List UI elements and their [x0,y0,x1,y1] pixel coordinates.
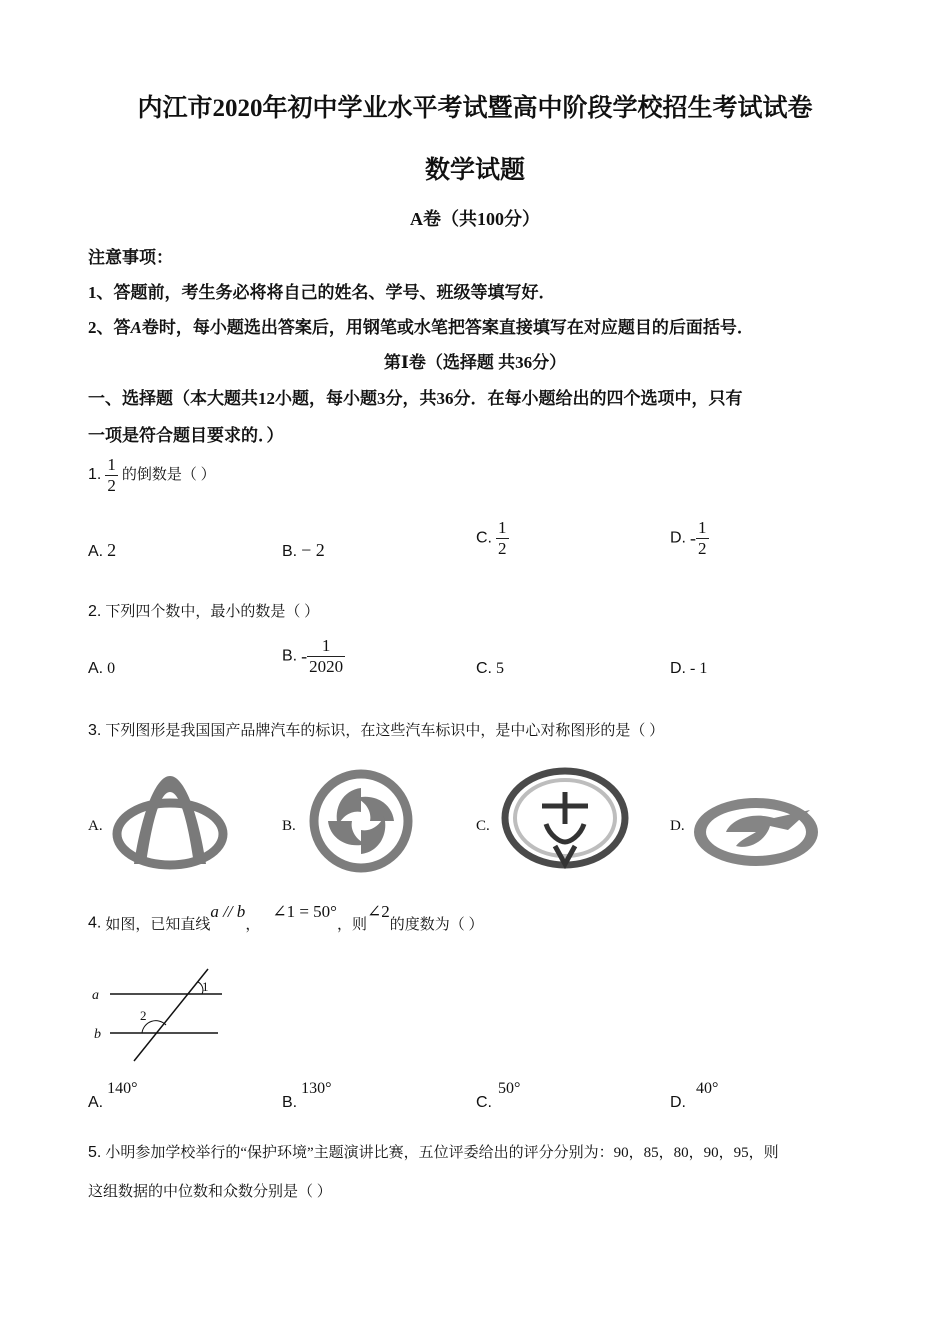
q3-option-b-label: B. [282,818,296,834]
notes-heading: 注意事项： [88,248,173,267]
fraction: $\frac{1}{2}$ [498,518,507,558]
car-logo-d [692,796,820,868]
exam-title: 内江市2020年初中学业水平考试暨高中阶段学校招生考试试卷 [137,95,813,122]
subject-title: 数学试题 [424,157,525,184]
q3-option-d-label: D. [670,818,685,834]
q1-option-d: D. - $\frac{1}{2}$ [670,518,707,558]
q4-option-b: B.130° [282,1080,332,1111]
q3-option-a-label: A. [88,818,103,834]
q2-option-d: D. - 1 [670,660,708,677]
line-label-a: a [92,988,99,1003]
question-number: 1. [88,466,102,484]
question-number: 2. [88,603,102,620]
q2-option-b: B. - $\frac{1}{2020}$ [282,636,344,676]
question-text: 如图，已知直线 [105,916,211,933]
car-logo-c [500,766,630,870]
question-text: 的倒数是（ ） [121,467,216,484]
question-text-line2: 这组数据的中位数和众数分别是（ ） [88,1184,332,1200]
question-3 [88,719,664,740]
q1-option-c: C. $\frac{1}{2}$ [476,518,507,558]
q4-option-c: C.50° [476,1080,521,1111]
fraction: $\frac{1}{2}$ [107,455,116,495]
section-heading-line1: 一、选择题（本大题共12小题，每小题3分，共36分．在每小题给出的四个选项中，只有 [88,389,743,408]
notes-item-1: 1、答题前，考生务必将将自己的姓名、学号、班级等填写好． [88,283,556,302]
fraction: $\frac{1}{2020}$ [309,636,344,676]
angle-label-2: 2 [140,1008,147,1023]
question-4: 4. 如图，已知直线a // b， ∠1 = 50°，则∠2的度数为（ ） [88,902,484,933]
question-5 [88,1141,779,1162]
fraction: $\frac{1}{2}$ [698,518,707,558]
question-2 [88,600,319,621]
q1-option-a: A. 2 [88,540,117,560]
q4-option-d: D.40° [670,1080,719,1111]
question-1 [88,455,216,496]
volume-title: A卷（共100分） [410,209,540,229]
question-text: 下列四个数中，最小的数是（ ） [105,604,320,620]
math-angle1: ∠1 = 50° [272,902,337,921]
line-label-b: b [94,1027,101,1042]
question-text: 下列图形是我国国产品牌汽车的标识，在这些汽车标识中，是中心对称图形的是（ ） [105,723,665,739]
q4-option-a: A.140° [88,1080,138,1111]
notes-item-2: 2、答A卷时，每小题选出答案后，用钢笔或水笔把答案直接填写在对应题目的后面括号． [88,318,754,337]
part-title: 第Ⅰ卷（选择题 共36分） [383,353,567,372]
car-logo-a [112,772,230,872]
parallel-lines-figure [90,965,230,1065]
car-logo-b [308,768,414,874]
section-heading-line2: 一项是符合题目要求的．） [88,426,284,445]
q2-option-a: A. 0 [88,660,116,677]
q1-option-b: B. − 2 [282,540,325,560]
math-angle2: ∠2 [366,902,390,921]
question-text-line1: 小明参加学校举行的“保护环境”主题演讲比赛，五位评委给出的评分分别为：90，85，80，90，95，则 [105,1145,779,1161]
question-number: 5. [88,1144,102,1161]
q2-option-c: C. 5 [476,660,504,677]
math-parallel: a // b [210,902,246,921]
angle-label-1: 1 [202,979,209,994]
q3-option-c-label: C. [476,818,490,834]
question-number: 4. [88,914,102,932]
question-number: 3. [88,722,102,739]
